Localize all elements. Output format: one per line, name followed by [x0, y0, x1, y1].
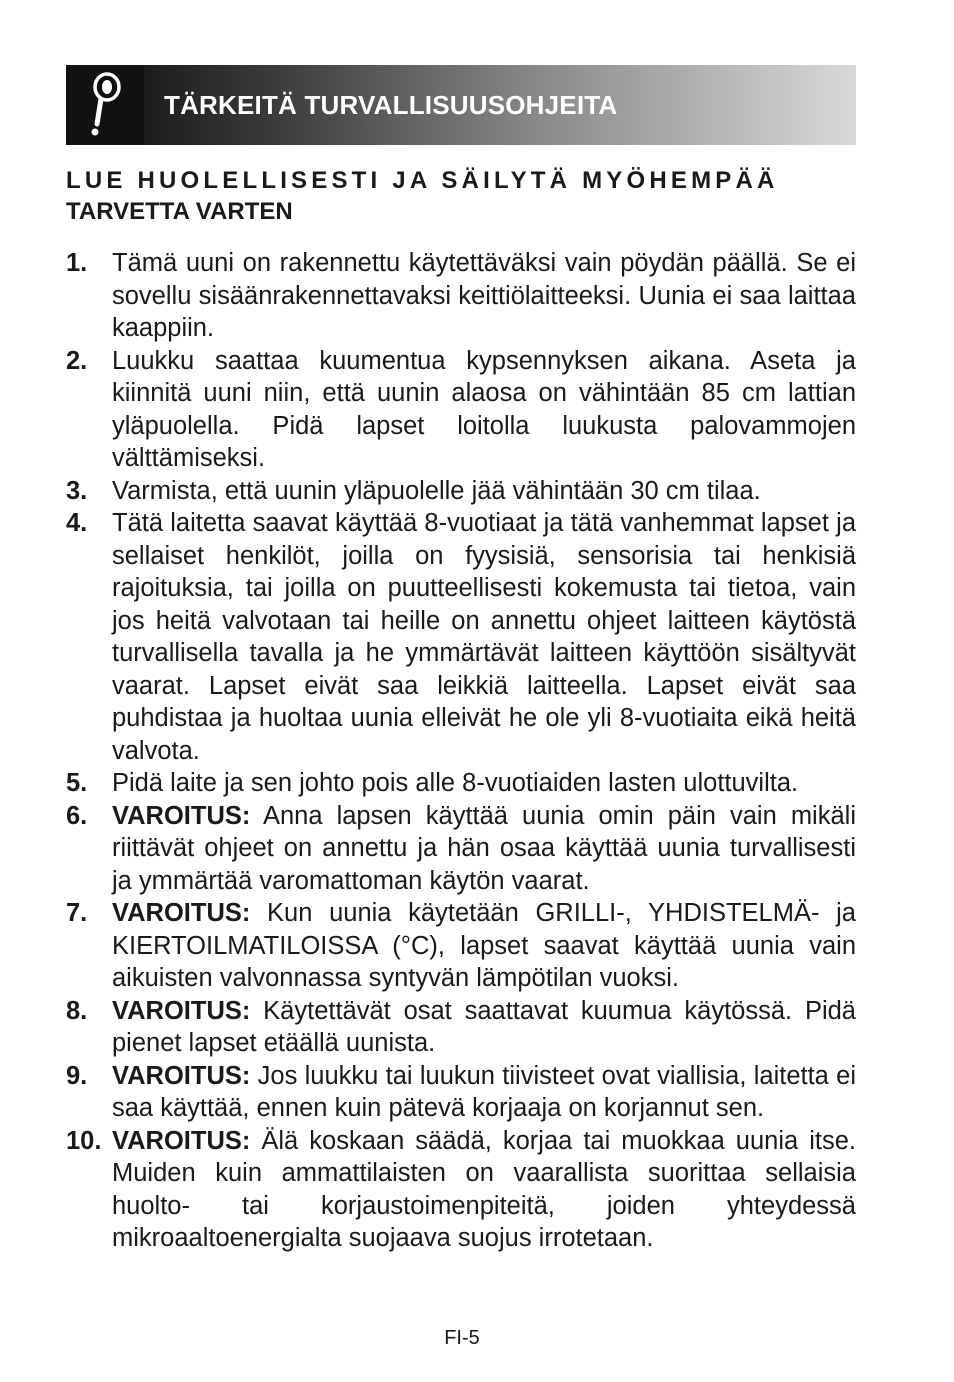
list-item	[66, 247, 856, 345]
item-text	[112, 247, 856, 345]
warning-exclamation-icon	[85, 72, 125, 138]
subtitle	[66, 165, 856, 227]
warning-label: VAROITUS:	[112, 996, 251, 1025]
list-item	[66, 345, 856, 475]
item-body: Pidä laite ja sen johto pois alle 8-vuotiaiden lasten ulottuvilta.	[112, 769, 799, 797]
page-title: TÄRKEITÄ TURVALLISUUSOHJEITA	[164, 89, 618, 120]
item-number: 5.	[66, 769, 88, 797]
warning-label: VAROITUS:	[112, 1126, 251, 1155]
page-number: FI-5	[444, 1327, 480, 1349]
item-text	[112, 345, 856, 475]
item-number: 8.	[66, 996, 88, 1025]
item-number: 4.	[66, 509, 88, 537]
subtitle-line-2: TARVETTA VARTEN	[66, 198, 293, 225]
section-header	[66, 65, 856, 145]
item-number: 1.	[66, 249, 88, 277]
item-text	[112, 475, 856, 508]
item-text	[112, 800, 856, 898]
item-text	[112, 1060, 856, 1125]
list-item	[66, 995, 856, 1060]
item-text	[112, 1125, 856, 1255]
item-text	[112, 507, 856, 767]
warning-icon-box	[66, 65, 144, 145]
item-number: 3.	[66, 476, 88, 505]
item-body: Älä koskaan säädä, korjaa tai muokkaa uunia itse. Muiden kuin ammattilaisten on vaarallista suorittaa sellaisia huolto- tai korjaustoimenpiteitä, joiden yhteydessä mikroaaltoenergialta suojaava suojus irrotetaan.	[112, 1126, 856, 1252]
warning-label: VAROITUS:	[112, 899, 251, 927]
item-number: 9.	[66, 1061, 88, 1090]
item-number: 6.	[66, 801, 88, 830]
item-text	[112, 767, 856, 800]
item-body: Kun uunia käytetään GRILLI-, YHDISTELMÄ- ja KIERTOILMATILOISSA (°C), lapset saavat käyttää uunia vain aikuisten valvonnassa syntyvän lämpötilan vuoksi.	[112, 899, 856, 992]
list-item	[66, 475, 856, 508]
item-body: Luukku saattaa kuumentua kypsennyksen aikana. Aseta ja kiinnitä uuni niin, että uunin alaosa on vähintään 85 cm lattian yläpuolella. Pidä lapset loitolla luukusta palovammojen välttämiseksi.	[112, 346, 856, 472]
item-text	[112, 995, 856, 1060]
item-body: Käytettävät osat saattavat kuumua käytössä. Pidä pienet lapset etäällä uunista.	[112, 996, 856, 1057]
list-item	[66, 507, 856, 767]
list-item	[66, 1060, 856, 1125]
item-body: Jos luukku tai luukun tiivisteet ovat viallisia, laitetta ei saa käyttää, ennen kuin pätevä korjaaja on korjannut sen.	[112, 1061, 856, 1122]
item-number: 10.	[66, 1126, 102, 1155]
item-body: Varmista, että uunin yläpuolelle jää vähintään 30 cm tilaa.	[112, 476, 761, 505]
item-body: Tämä uuni on rakennettu käytettäväksi vain pöydän päällä. Se ei sovellu sisäänrakennettavaksi keittiölaitteeksi. Uunia ei saa laittaa kaappiin.	[112, 249, 856, 342]
warning-label: VAROITUS:	[112, 1061, 251, 1090]
list-item	[66, 897, 856, 995]
item-text	[112, 897, 856, 995]
list-item	[66, 800, 856, 898]
list-item	[66, 767, 856, 800]
item-body: Tätä laitetta saavat käyttää 8-vuotiaat ja tätä vanhemmat lapset ja sellaiset henkilöt, joilla on fyysisiä, sensorisia tai henkisiä rajoituksia, tai joilla on puutteellisesti kokemusta tai tietoa, vain jos heitä valvotaan tai heille on annettu ohjeet laitteen käytöstä turvallisella tavalla ja he ymmärtävät laitteen käyttöön sisältyvät vaarat. Lapset eivät saa leikkiä laitteella. Lapset eivät saa puhdistaa ja huoltaa uunia elleivät he ole yli 8-vuotiaita eikä heitä valvota.	[112, 509, 856, 765]
subtitle-line-1: LUE HUOLELLISESTI JA SÄILYTÄ MYÖHEMPÄÄ	[66, 167, 779, 194]
warning-label: VAROITUS:	[112, 801, 251, 830]
list-item	[66, 1125, 856, 1255]
header-bar	[144, 65, 856, 145]
safety-instructions-list	[66, 247, 856, 1255]
item-body: Anna lapsen käyttää uunia omin päin vain mikäli riittävät ohjeet on annettu ja hän osaa käyttää uunia turvallisesti ja ymmärtää varomattoman käytön vaarat.	[112, 801, 856, 895]
item-number: 7.	[66, 899, 88, 927]
item-number: 2.	[66, 346, 88, 375]
